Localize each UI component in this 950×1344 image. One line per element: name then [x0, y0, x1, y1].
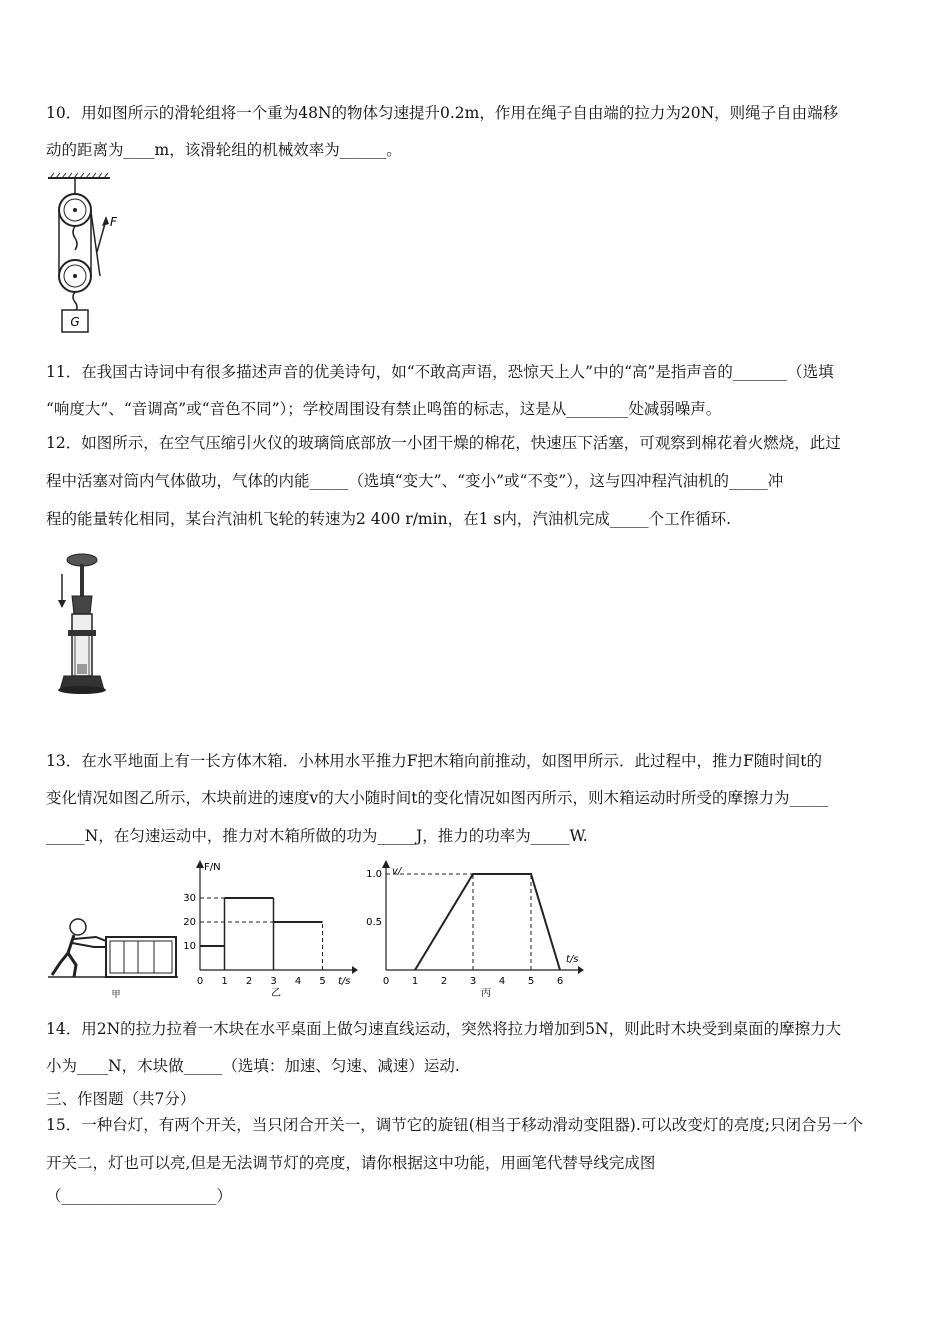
x-tick-label: 2: [245, 976, 253, 987]
x-tick-label: 0: [196, 976, 204, 987]
x-tick-label: 0: [382, 976, 390, 987]
q14-line2: 小为____N，木块做_____（选填：加速、匀速、减速）运动.: [46, 1057, 460, 1075]
x-tick-label: 3: [270, 976, 277, 987]
velocity-line: [415, 874, 560, 970]
force-label: F: [110, 215, 117, 229]
x-tick-label: 3: [469, 976, 477, 987]
x-tick-label: 5: [527, 976, 535, 987]
y-tick-label: 10: [183, 941, 196, 952]
x-tick-label: 2: [440, 976, 448, 987]
x-axis-label: t/s: [338, 976, 351, 987]
x-tick-label: 4: [498, 976, 506, 987]
x-tick-label: 1: [411, 976, 419, 987]
y-axis-label: v/: [392, 866, 402, 877]
q15-line2: 开关二，灯也可以亮,但是无法调节灯的亮度，请你根据这中功能，用画笔代替导线完成图: [46, 1154, 656, 1172]
q13-line1: 13．在水平地面上有一长方体木箱．小林用水平推力F把木箱向前推动，如图甲所示．此过程中，推力F随时间t的: [46, 752, 822, 770]
q10-line2: 动的距离为____m，该滑轮组的机械效率为______。: [46, 141, 402, 159]
force-time-chart: [180, 858, 360, 998]
velocity-time-chart: [360, 858, 590, 998]
x-tick-label: 4: [294, 976, 302, 987]
y-axis-label: F/N: [204, 862, 221, 873]
x-tick-label: 6: [556, 976, 564, 987]
q13-line2: 变化情况如图乙所示，木块前进的速度v的大小随时间t的变化情况如图丙所示，则木箱运动时所受的摩擦力为_____: [46, 789, 829, 807]
x-tick-label: 1: [221, 976, 228, 987]
x-axis-label: t/s: [566, 954, 579, 965]
section-title: 三、作图题（共7分）: [46, 1090, 196, 1108]
q12-line3: 程的能量转化相同，某台汽油机飞轮的转速为2 400 r/min，在1 s内，汽油机完成_____个工作循环.: [46, 510, 731, 528]
pulley-figure: [40, 172, 130, 337]
q15-line1: 15．一种台灯，有两个开关，当只闭合开关一，调节它的旋钮(相当于移动滑动变阻器).可以改变灯的亮度;只闭合另一个: [46, 1116, 863, 1134]
q12-line1: 12．如图所示，在空气压缩引火仪的玻璃筒底部放一小团干燥的棉花，快速压下活塞，可观察到棉花着火燃烧，此过: [46, 434, 841, 452]
x-tick-label: 5: [319, 976, 326, 987]
q11-line1: 11．在我国古诗词中有很多描述声音的优美诗句，如“不敢高声语，恐惊天上人”中的“高”是指声音的_______（选填: [46, 363, 834, 381]
weight-label: G: [70, 315, 80, 329]
q11-line2: “响度大”、“音调高”或“音色不同”）；学校周围设有禁止鸣笛的标志，这是从________处减弱噪声。: [46, 400, 722, 418]
y-tick-label: 0.5: [366, 917, 382, 928]
y-tick-label: 20: [183, 917, 196, 928]
q10-line1: 10．用如图所示的滑轮组将一个重为48N的物体匀速提升0.2m，作用在绳子自由端的拉力为20N，则绳子自由端移: [46, 104, 839, 122]
fig-label-bing: 丙: [481, 988, 491, 998]
fire-syringe-figure: [50, 552, 110, 702]
push-box-figure: [46, 905, 186, 1000]
y-tick-label: 30: [183, 893, 196, 904]
fig-label-yi: 乙: [271, 988, 281, 998]
q13-line3: _____N，在匀速运动中，推力对木箱所做的功为_____J，推力的功率为_____W.: [46, 827, 588, 845]
fig-label-jia: 甲: [111, 990, 121, 1000]
y-tick-label: 1.0: [366, 869, 382, 880]
q15-answer-blank[interactable]: （____________________）: [46, 1187, 233, 1205]
q12-line2: 程中活塞对筒内气体做功，气体的内能_____（选填“变大”、“变小”或“不变”），这与四冲程汽油机的_____冲: [46, 472, 784, 490]
q14-line1: 14．用2N的拉力拉着一木块在水平桌面上做匀速直线运动，突然将拉力增加到5N，则此时木块受到桌面的摩擦力大: [46, 1020, 842, 1038]
